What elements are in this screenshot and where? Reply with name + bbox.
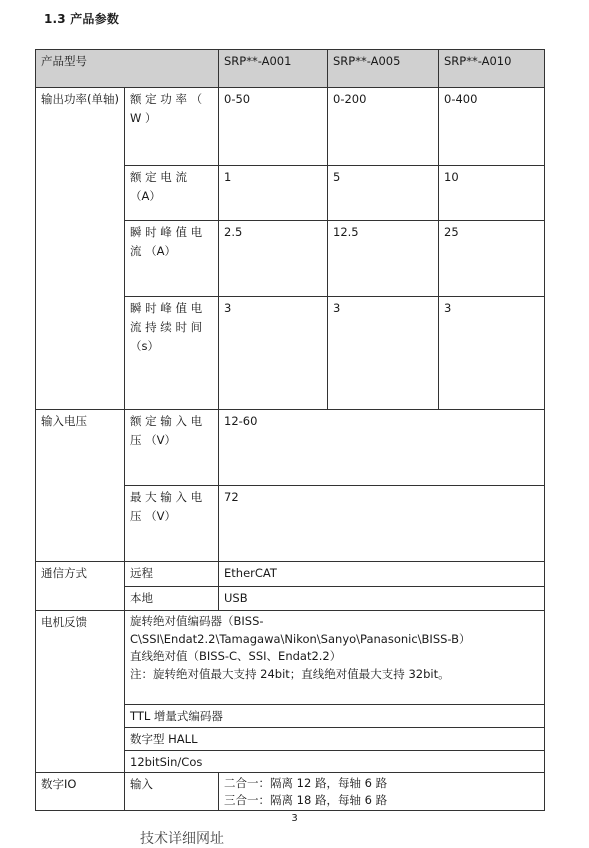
- encoder-note: 注：旋转绝对值最大支持 24bit；直线绝对值最大支持 32bit。: [130, 666, 450, 681]
- row-label: 额 定 电 流 （A）: [125, 166, 219, 221]
- row-label: 额 定 功 率 （ W ）: [125, 88, 219, 166]
- ttl-encoder-cell: TTL 增量式编码器: [125, 705, 545, 728]
- cell-value: 1: [219, 166, 328, 221]
- communication-group: 通信方式: [36, 562, 125, 611]
- cell-value: USB: [219, 587, 545, 611]
- digital-io-group: 数字IO: [36, 773, 125, 811]
- cell-value: 5: [328, 166, 439, 221]
- hall-cell: 数字型 HALL: [125, 728, 545, 751]
- linear-encoder-text: 直线绝对值（BISS-C、SSI、Endat2.2）: [130, 649, 342, 663]
- digital-io-values: [219, 773, 545, 811]
- table-row: [36, 773, 545, 811]
- row-label: 瞬 时 峰 值 电 流 （A）: [125, 221, 219, 297]
- cell-value: EtherCAT: [219, 562, 545, 587]
- sincos-cell: 12bitSin/Cos: [125, 751, 545, 773]
- section-title: 1.3 产品参数: [44, 12, 120, 26]
- input-voltage-group: 输入电压: [36, 410, 125, 562]
- row-label: 远程: [125, 562, 219, 587]
- table-row: [36, 611, 545, 705]
- cell-value: 3: [328, 297, 439, 410]
- model-label: 产品型号: [36, 50, 219, 88]
- table-header-row: [36, 50, 545, 88]
- row-label: 额 定 输 入 电 压 （V）: [125, 410, 219, 486]
- cell-value: 3: [439, 297, 545, 410]
- row-label: 最 大 输 入 电 压 （V）: [125, 486, 219, 562]
- page-number: 3: [291, 813, 298, 824]
- model-a001: SRP**-A001: [219, 50, 328, 88]
- feedback-absolute-cell: [125, 611, 545, 705]
- io-line: 二合一：隔离 12 路，每轴 6 路: [224, 776, 388, 790]
- cell-value: 2.5: [219, 221, 328, 297]
- motor-feedback-group: 电机反馈: [36, 611, 125, 773]
- cell-value: 0-400: [439, 88, 545, 166]
- rotary-encoder-text: 旋转绝对值编码器（BISS-C\SSI\Endat2.2\Tamagawa\Nikon\Sanyo\Panasonic\BISS-B）: [130, 614, 471, 646]
- cell-value: 12.5: [328, 221, 439, 297]
- table-row: [36, 562, 545, 587]
- cell-value: 72: [219, 486, 545, 562]
- cell-value: 0-50: [219, 88, 328, 166]
- model-a005: SRP**-A005: [328, 50, 439, 88]
- next-page-text: 技术详细网址: [140, 831, 224, 847]
- io-line: 三合一：隔离 18 路，每轴 6 路: [224, 793, 388, 807]
- cell-value: 0-200: [328, 88, 439, 166]
- output-power-group: 输出功率(单轴): [36, 88, 125, 410]
- cell-value: 10: [439, 166, 545, 221]
- table-row: [36, 88, 545, 166]
- spec-table: [35, 49, 545, 811]
- cell-value: 3: [219, 297, 328, 410]
- table-row: [36, 410, 545, 486]
- cell-value: 25: [439, 221, 545, 297]
- row-label: 本地: [125, 587, 219, 611]
- cell-value: 12-60: [219, 410, 545, 486]
- row-label: 输入: [125, 773, 219, 811]
- model-a010: SRP**-A010: [439, 50, 545, 88]
- row-label: 瞬 时 峰 值 电 流 持 续 时 间 （s）: [125, 297, 219, 410]
